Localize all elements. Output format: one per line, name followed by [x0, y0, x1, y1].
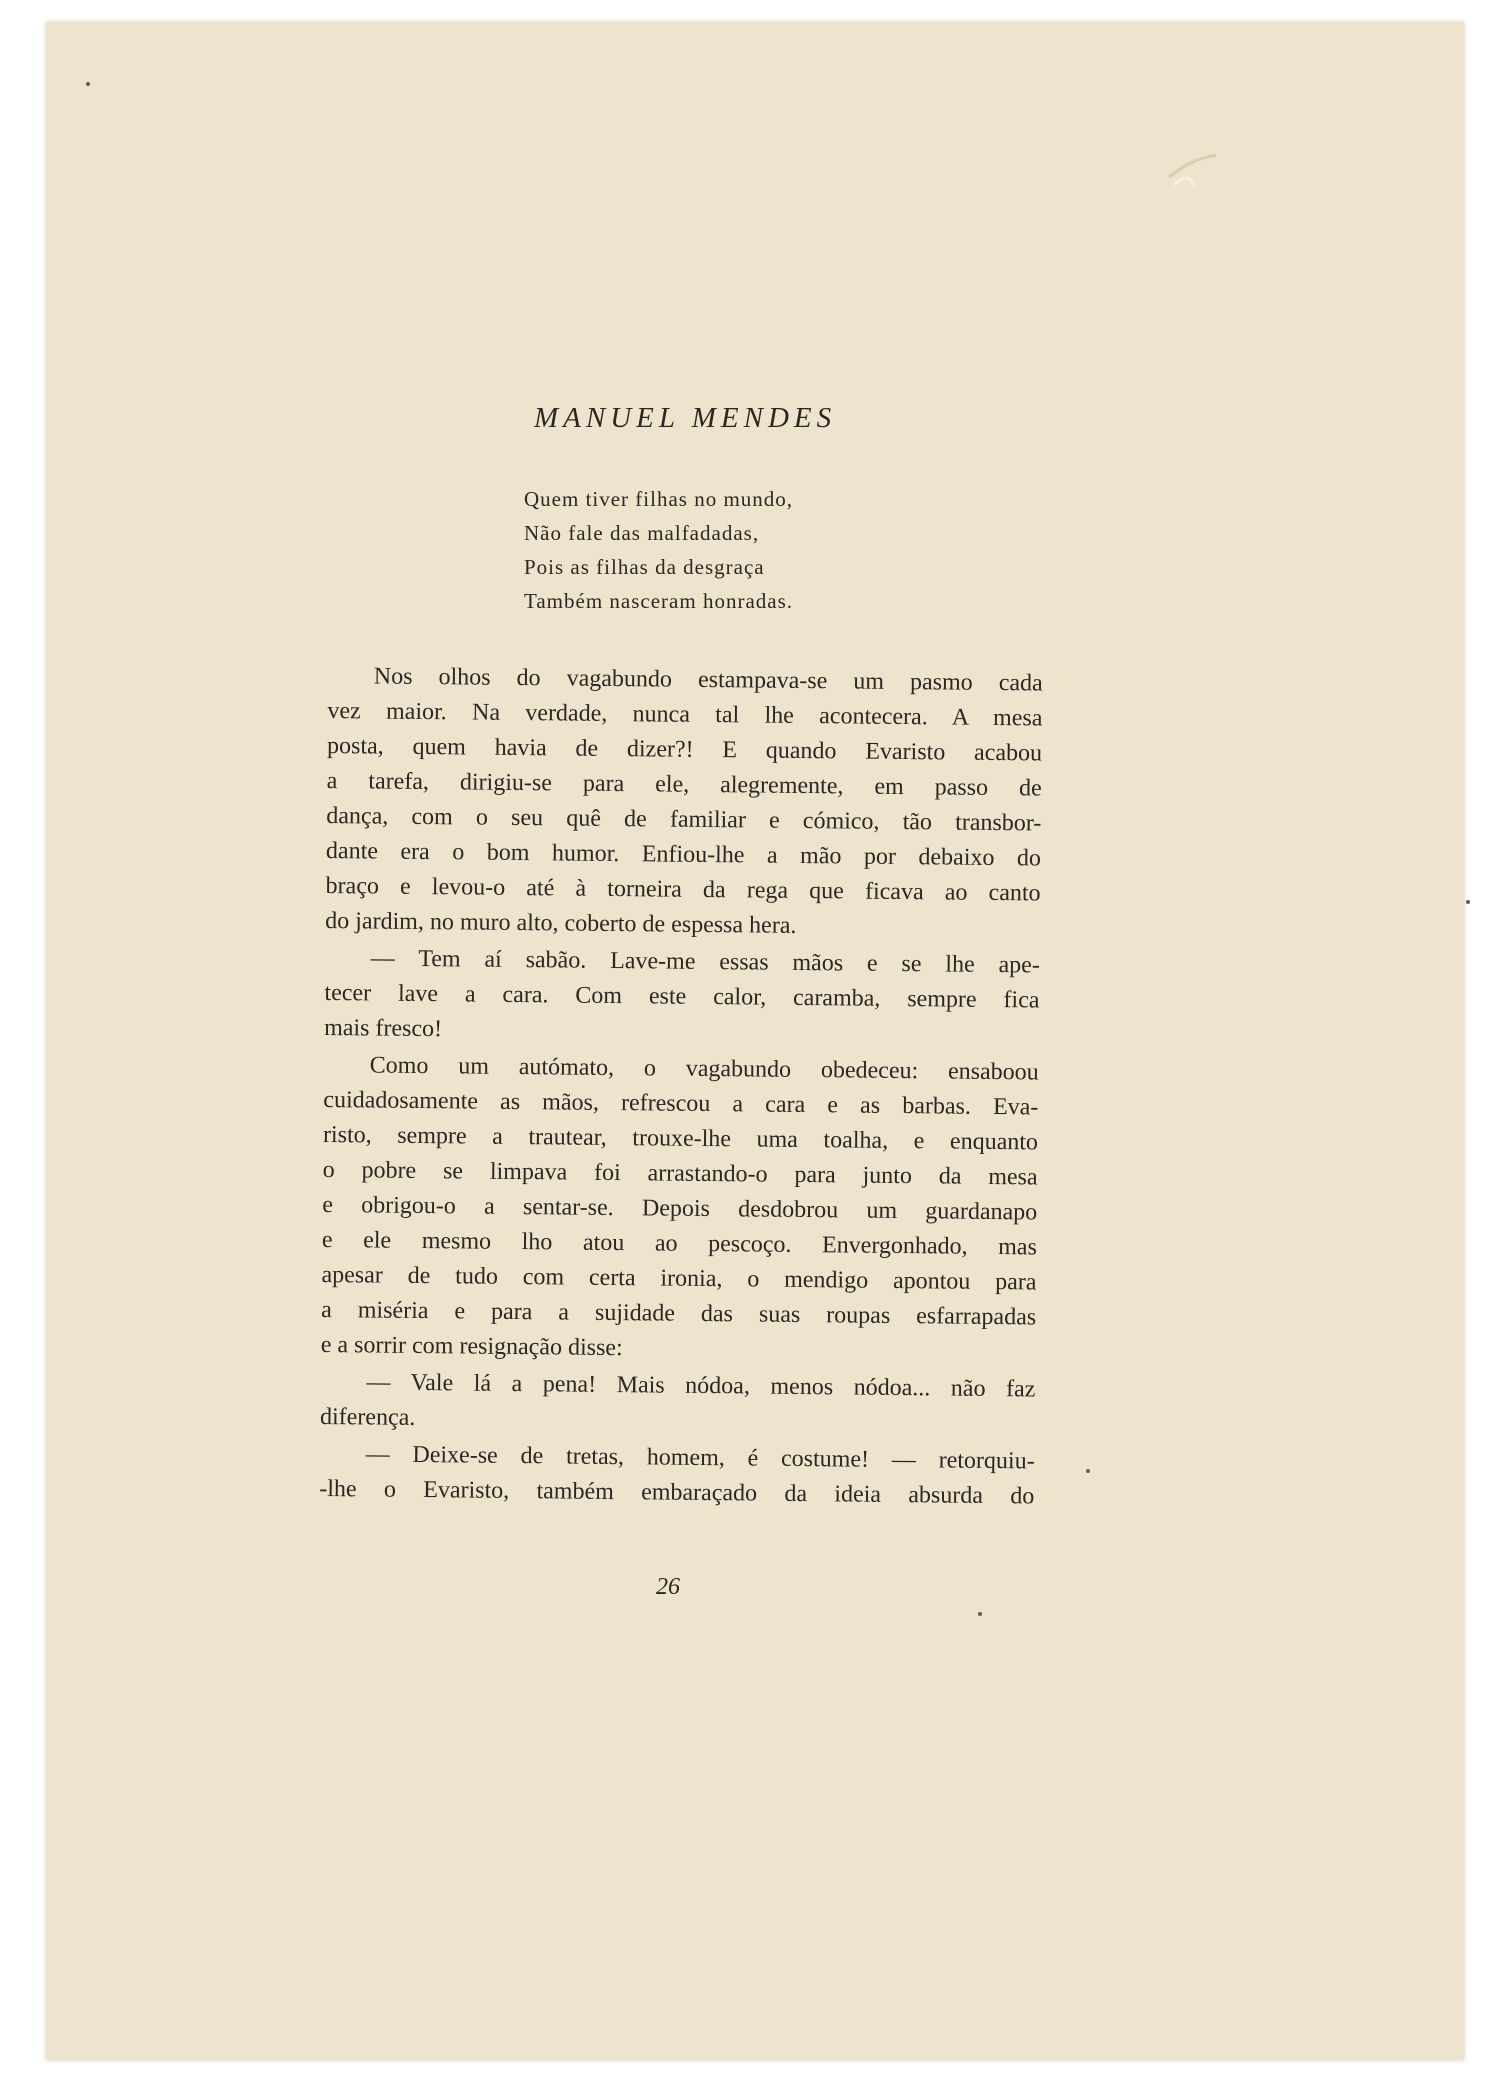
paragraph	[320, 1365, 1036, 1442]
text-line: apesar de tudo com certa ironia, o mendigo apontou para	[321, 1261, 1037, 1296]
text-line: mais fresco!	[323, 1014, 443, 1043]
text-line: a miséria e para a sujidade das suas roupas esfarrapadas	[321, 1296, 1037, 1331]
paper-speck	[1086, 1469, 1090, 1473]
text-line: — Deixe-se de tretas, homem, é costume! — retorquiu-	[365, 1441, 1035, 1475]
paragraph	[321, 1048, 1039, 1370]
text-line: Nos olhos do vagabundo estampava-se um pasmo cada	[373, 663, 1043, 697]
text-line: dança, com o seu quê de familiar e cómico, tão transbor-	[326, 802, 1042, 837]
paragraph	[325, 659, 1043, 946]
text-line: risto, sempre a trautear, trouxe-lhe uma toalha, e enquanto	[322, 1121, 1039, 1156]
paper-crease-mark	[1164, 147, 1224, 197]
text-line: posta, quem havia de dizer?! E quando Evaristo acabou	[326, 732, 1043, 767]
epigraph-line: Quem tiver filhas no mundo,	[524, 487, 794, 511]
text-line: do jardim, no muro alto, coberto de espessa hera.	[325, 907, 797, 939]
body-text	[319, 659, 1043, 1516]
text-line: e ele mesmo lho atou ao pescoço. Envergonhado, mas	[321, 1226, 1038, 1261]
book-page	[46, 22, 1464, 2060]
text-line: e a sorrir com resignação disse:	[320, 1331, 623, 1362]
text-line: cuidadosamente as mãos, refrescou a cara e as barbas. Eva-	[323, 1086, 1039, 1121]
text-line: o pobre se limpava foi arrastando-o para junto da mesa	[322, 1156, 1038, 1191]
text-line: vez maior. Na verdade, nunca tal lhe acontecera. A mesa	[327, 697, 1043, 732]
text-line: Como um autómato, o vagabundo obedeceu: ensaboou	[369, 1052, 1039, 1086]
text-line: diferença.	[319, 1403, 416, 1431]
epigraph	[524, 482, 793, 618]
text-line: braço e levou-o até à torneira da rega que ficava ao canto	[325, 872, 1041, 907]
paper-speck	[1466, 900, 1470, 904]
epigraph-line: Pois as filhas da desgraça	[524, 555, 765, 579]
page-number: 26	[656, 1574, 680, 1600]
text-line: dante era o bom humor. Enfiou-lhe a mão por debaixo do	[325, 837, 1042, 872]
text-line: tecer lave a cara. Com este calor, caramba, sempre fica	[324, 979, 1040, 1014]
paper-speck	[978, 1612, 982, 1616]
epigraph-line: Também nasceram honradas.	[524, 589, 794, 613]
text-line: — Vale lá a pena! Mais nódoa, menos nódoa... não faz	[366, 1369, 1036, 1403]
paper-speck	[86, 82, 90, 86]
text-line: e obrigou-o a sentar-se. Depois desdobrou um guardanapo	[322, 1191, 1038, 1226]
text-line: -lhe o Evaristo, também embaraçado da ideia absurda do	[319, 1475, 1035, 1510]
paragraph	[319, 1437, 1035, 1514]
text-line: — Tem aí sabão. Lave-me essas mãos e se lhe ape-	[370, 945, 1040, 979]
paragraph	[324, 941, 1040, 1053]
author-name: MANUEL MENDES	[534, 402, 837, 434]
epigraph-line: Não fale das malfadadas,	[524, 521, 760, 545]
text-line: a tarefa, dirigiu-se para ele, alegremente, em passo de	[326, 767, 1042, 802]
